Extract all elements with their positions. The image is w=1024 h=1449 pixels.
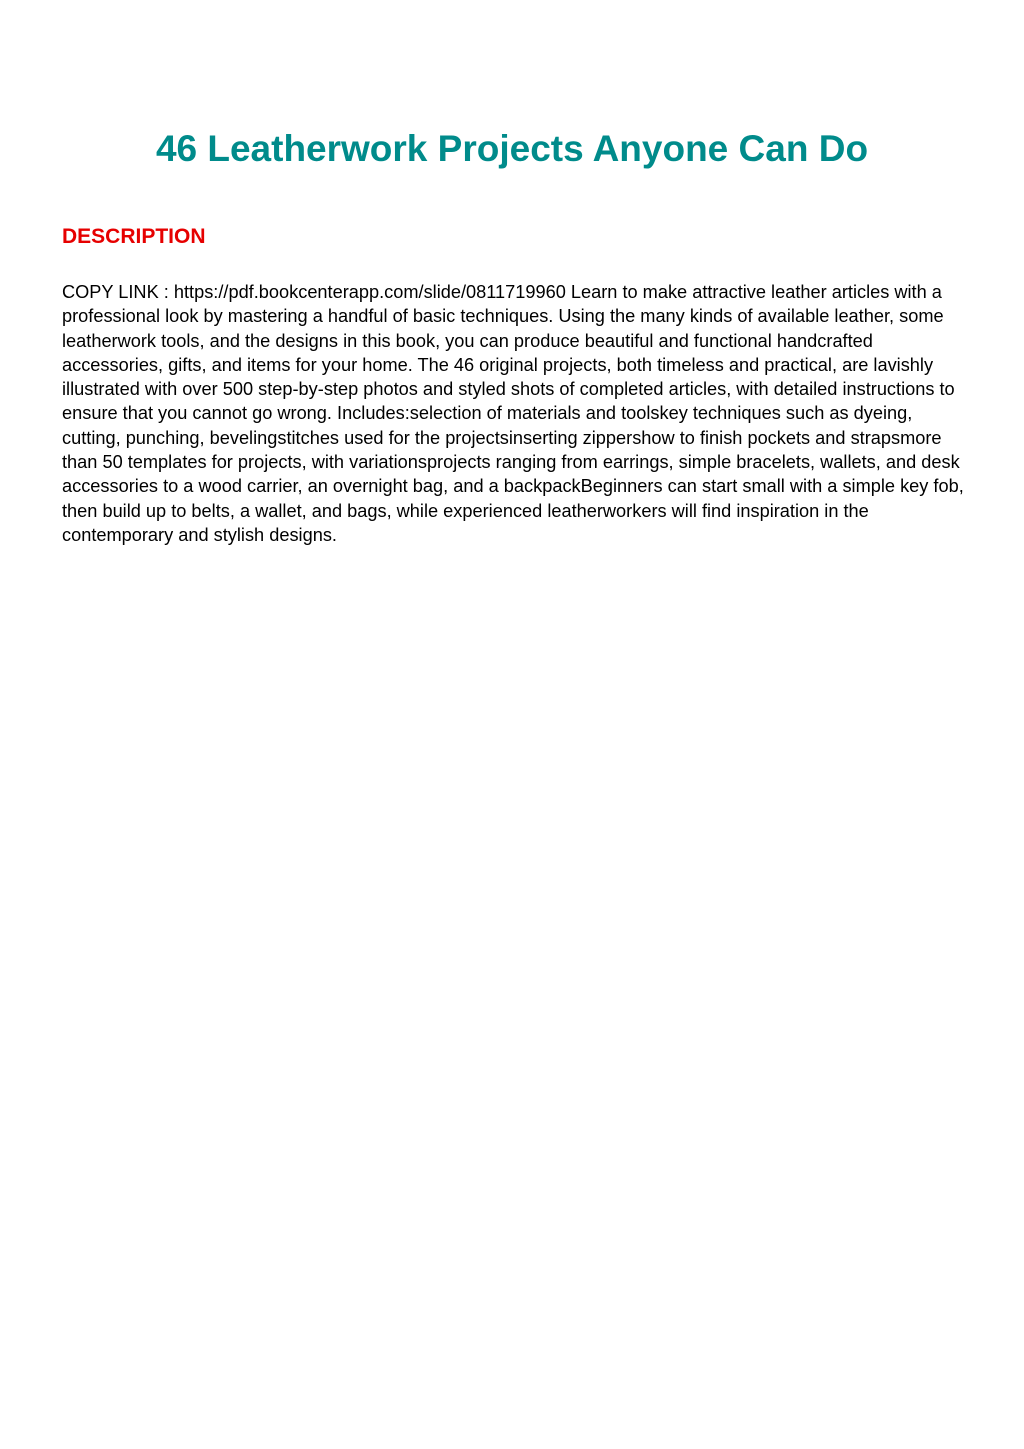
description-heading: DESCRIPTION <box>62 225 206 248</box>
description-text: COPY LINK : https://pdf.bookcenterapp.com/slide/0811719960 Learn to make attractive leather articles with a professional look by mastering a handful of basic techniques. Using the many kinds of available leather, some leatherwork tools, and the designs in this book, you can produce beautiful and functional handcrafted accessories, gifts, and items for your home. The 46 original projects, both timeless and practical, are lavishly illustrated with over 500 step-by-step photos and styled shots of completed articles, with detailed instructions to ensure that you cannot go wrong. Includes:selection of materials and toolskey techniques such as dyeing, cutting, punching, bevelingstitches used for the projectsinserting zippershow to finish pockets and strapsmore than 50 templates for projects, with variationsprojects ranging from earrings, simple bracelets, wallets, and desk accessories to a wood carrier, an overnight bag, and a backpackBeginners can start small with a simple key fob, then build up to belts, a wallet, and bags, while experienced leatherworkers will find inspiration in the contemporary and stylish designs. <box>62 282 964 545</box>
document-title: 46 Leatherwork Projects Anyone Can Do <box>155 128 869 169</box>
